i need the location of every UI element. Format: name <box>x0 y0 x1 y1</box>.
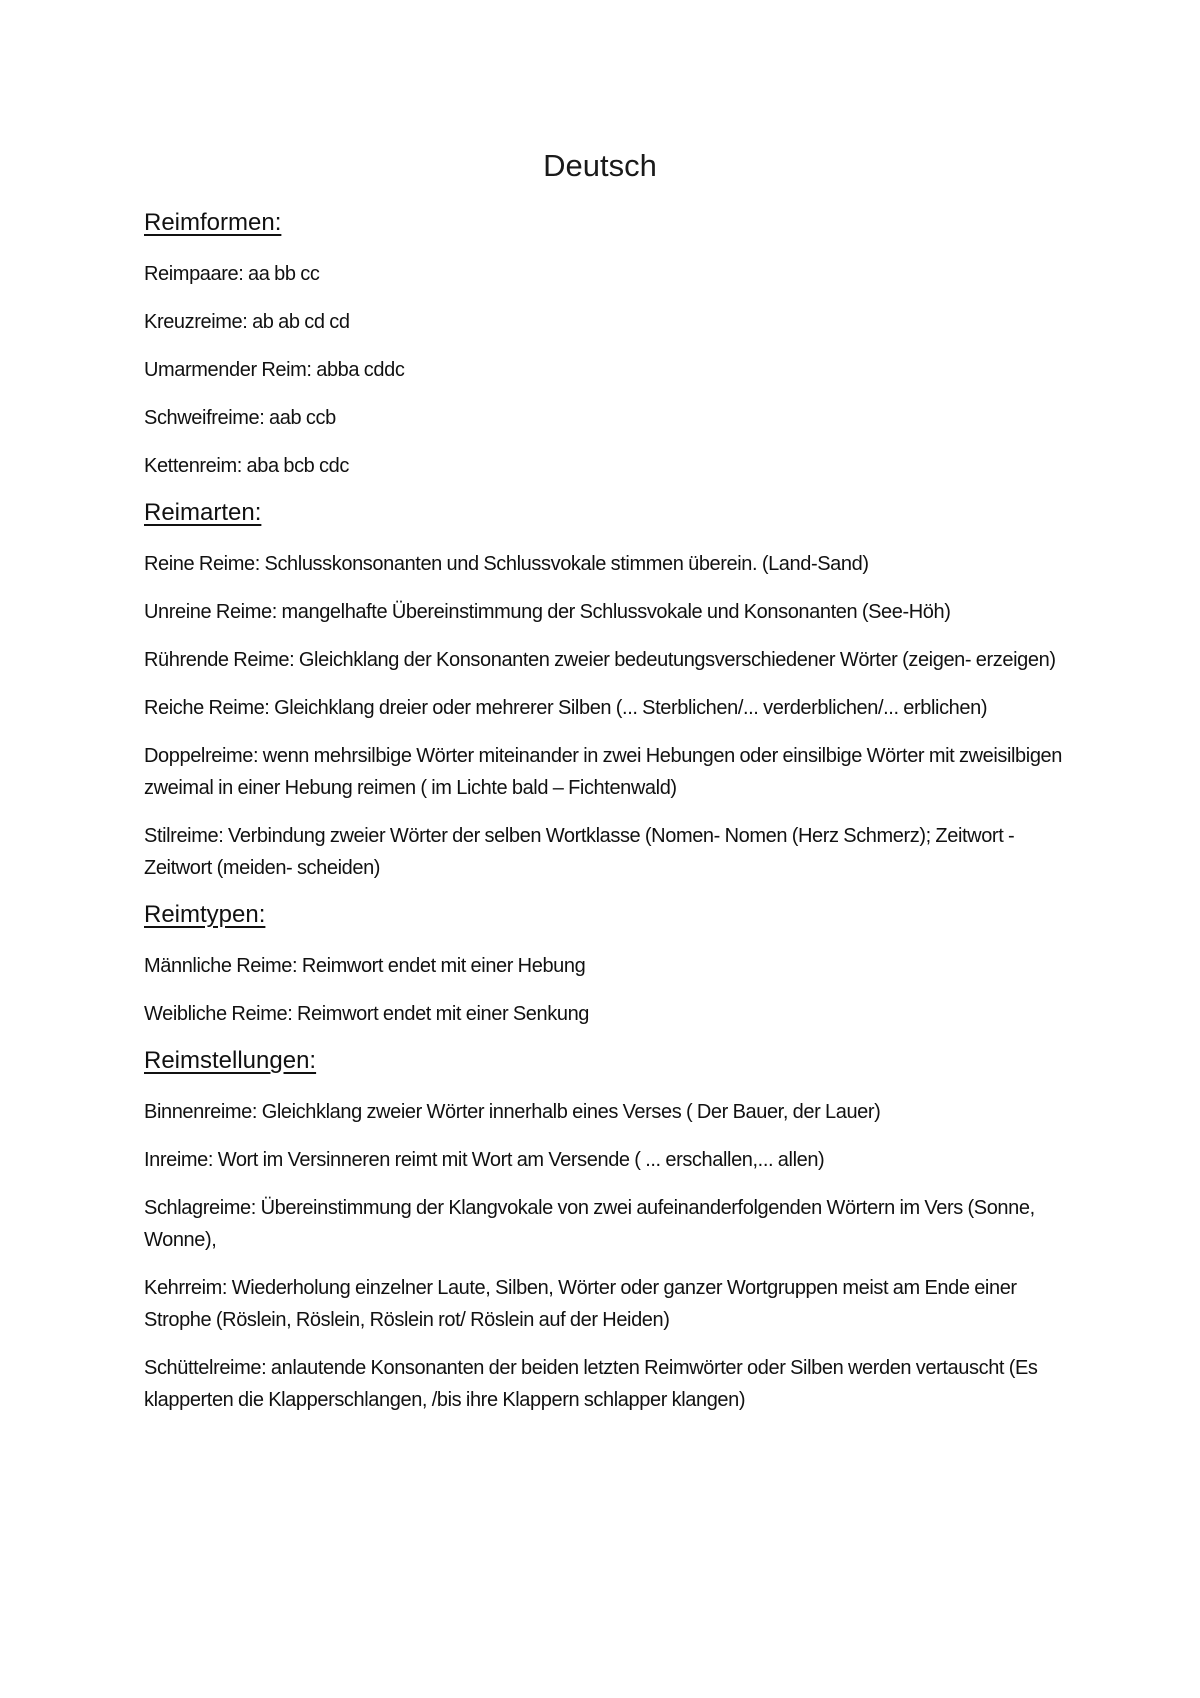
section-reimformen <box>144 208 1064 482</box>
entry: Umarmender Reim: abba cddc <box>144 359 405 381</box>
section-heading: Reimstellungen: <box>144 1047 317 1074</box>
section-heading: Reimarten: <box>144 499 262 526</box>
document-body <box>144 208 1064 1432</box>
entry: Reine Reime: Schlusskonsonanten und Schlussvokale stimmen überein. (Land-Sand) <box>144 553 869 575</box>
entry: Doppelreime: wenn mehrsilbige Wörter miteinander in zwei Hebungen oder einsilbige Wörter mit zweisilbigen zweimal in einer Hebung reimen ( im Lichte bald – Fichtenwald) <box>144 745 1062 799</box>
section-heading: Reimformen: <box>144 209 282 236</box>
entry: Stilreime: Verbindung zweier Wörter der selben Wortklasse (Nomen- Nomen (Herz Schmerz); Zeitwort -Zeitwort (meiden- scheiden) <box>144 825 1015 879</box>
entry: Reimpaare: aa bb cc <box>144 263 320 285</box>
entry: Binnenreime: Gleichklang zweier Wörter innerhalb eines Verses ( Der Bauer, der Lauer) <box>144 1101 881 1123</box>
section-reimtypen <box>144 900 1064 1030</box>
entry: Weibliche Reime: Reimwort endet mit einer Senkung <box>144 1003 590 1025</box>
entry: Kehrreim: Wiederholung einzelner Laute, Silben, Wörter oder ganzer Wortgruppen meist am Ende einer Strophe (Röslein, Röslein, Röslein rot/ Röslein auf der Heiden) <box>144 1277 1017 1331</box>
entry: Kreuzreime: ab ab cd cd <box>144 311 350 333</box>
entry: Schlagreime: Übereinstimmung der Klangvokale von zwei aufeinanderfolgenden Wörtern im Vers (Sonne, Wonne), <box>144 1197 1035 1251</box>
entry: Schweifreime: aab ccb <box>144 407 336 429</box>
section-reimstellungen <box>144 1046 1064 1416</box>
document-title: Deutsch <box>543 148 657 183</box>
entry: Kettenreim: aba bcb cdc <box>144 455 349 477</box>
entry: Reiche Reime: Gleichklang dreier oder mehrerer Silben (... Sterblichen/... verderblichen/... erblichen) <box>144 697 988 719</box>
entry: Männliche Reime: Reimwort endet mit einer Hebung <box>144 955 586 977</box>
entry: Inreime: Wort im Versinneren reimt mit Wort am Versende ( ... erschallen,... allen) <box>144 1149 825 1171</box>
section-reimarten <box>144 498 1064 884</box>
section-heading: Reimtypen: <box>144 901 266 928</box>
entry: Rührende Reime: Gleichklang der Konsonanten zweier bedeutungsverschiedener Wörter (zeigen- erzeigen) <box>144 649 1056 671</box>
entry: Unreine Reime: mangelhafte Übereinstimmung der Schlussvokale und Konsonanten (See-Höh) <box>144 601 951 623</box>
entry: Schüttelreime: anlautende Konsonanten der beiden letzten Reimwörter oder Silben werden vertauscht (Es klapperten die Klapperschlangen, /bis ihre Klappern schlapper klangen) <box>144 1357 1038 1411</box>
